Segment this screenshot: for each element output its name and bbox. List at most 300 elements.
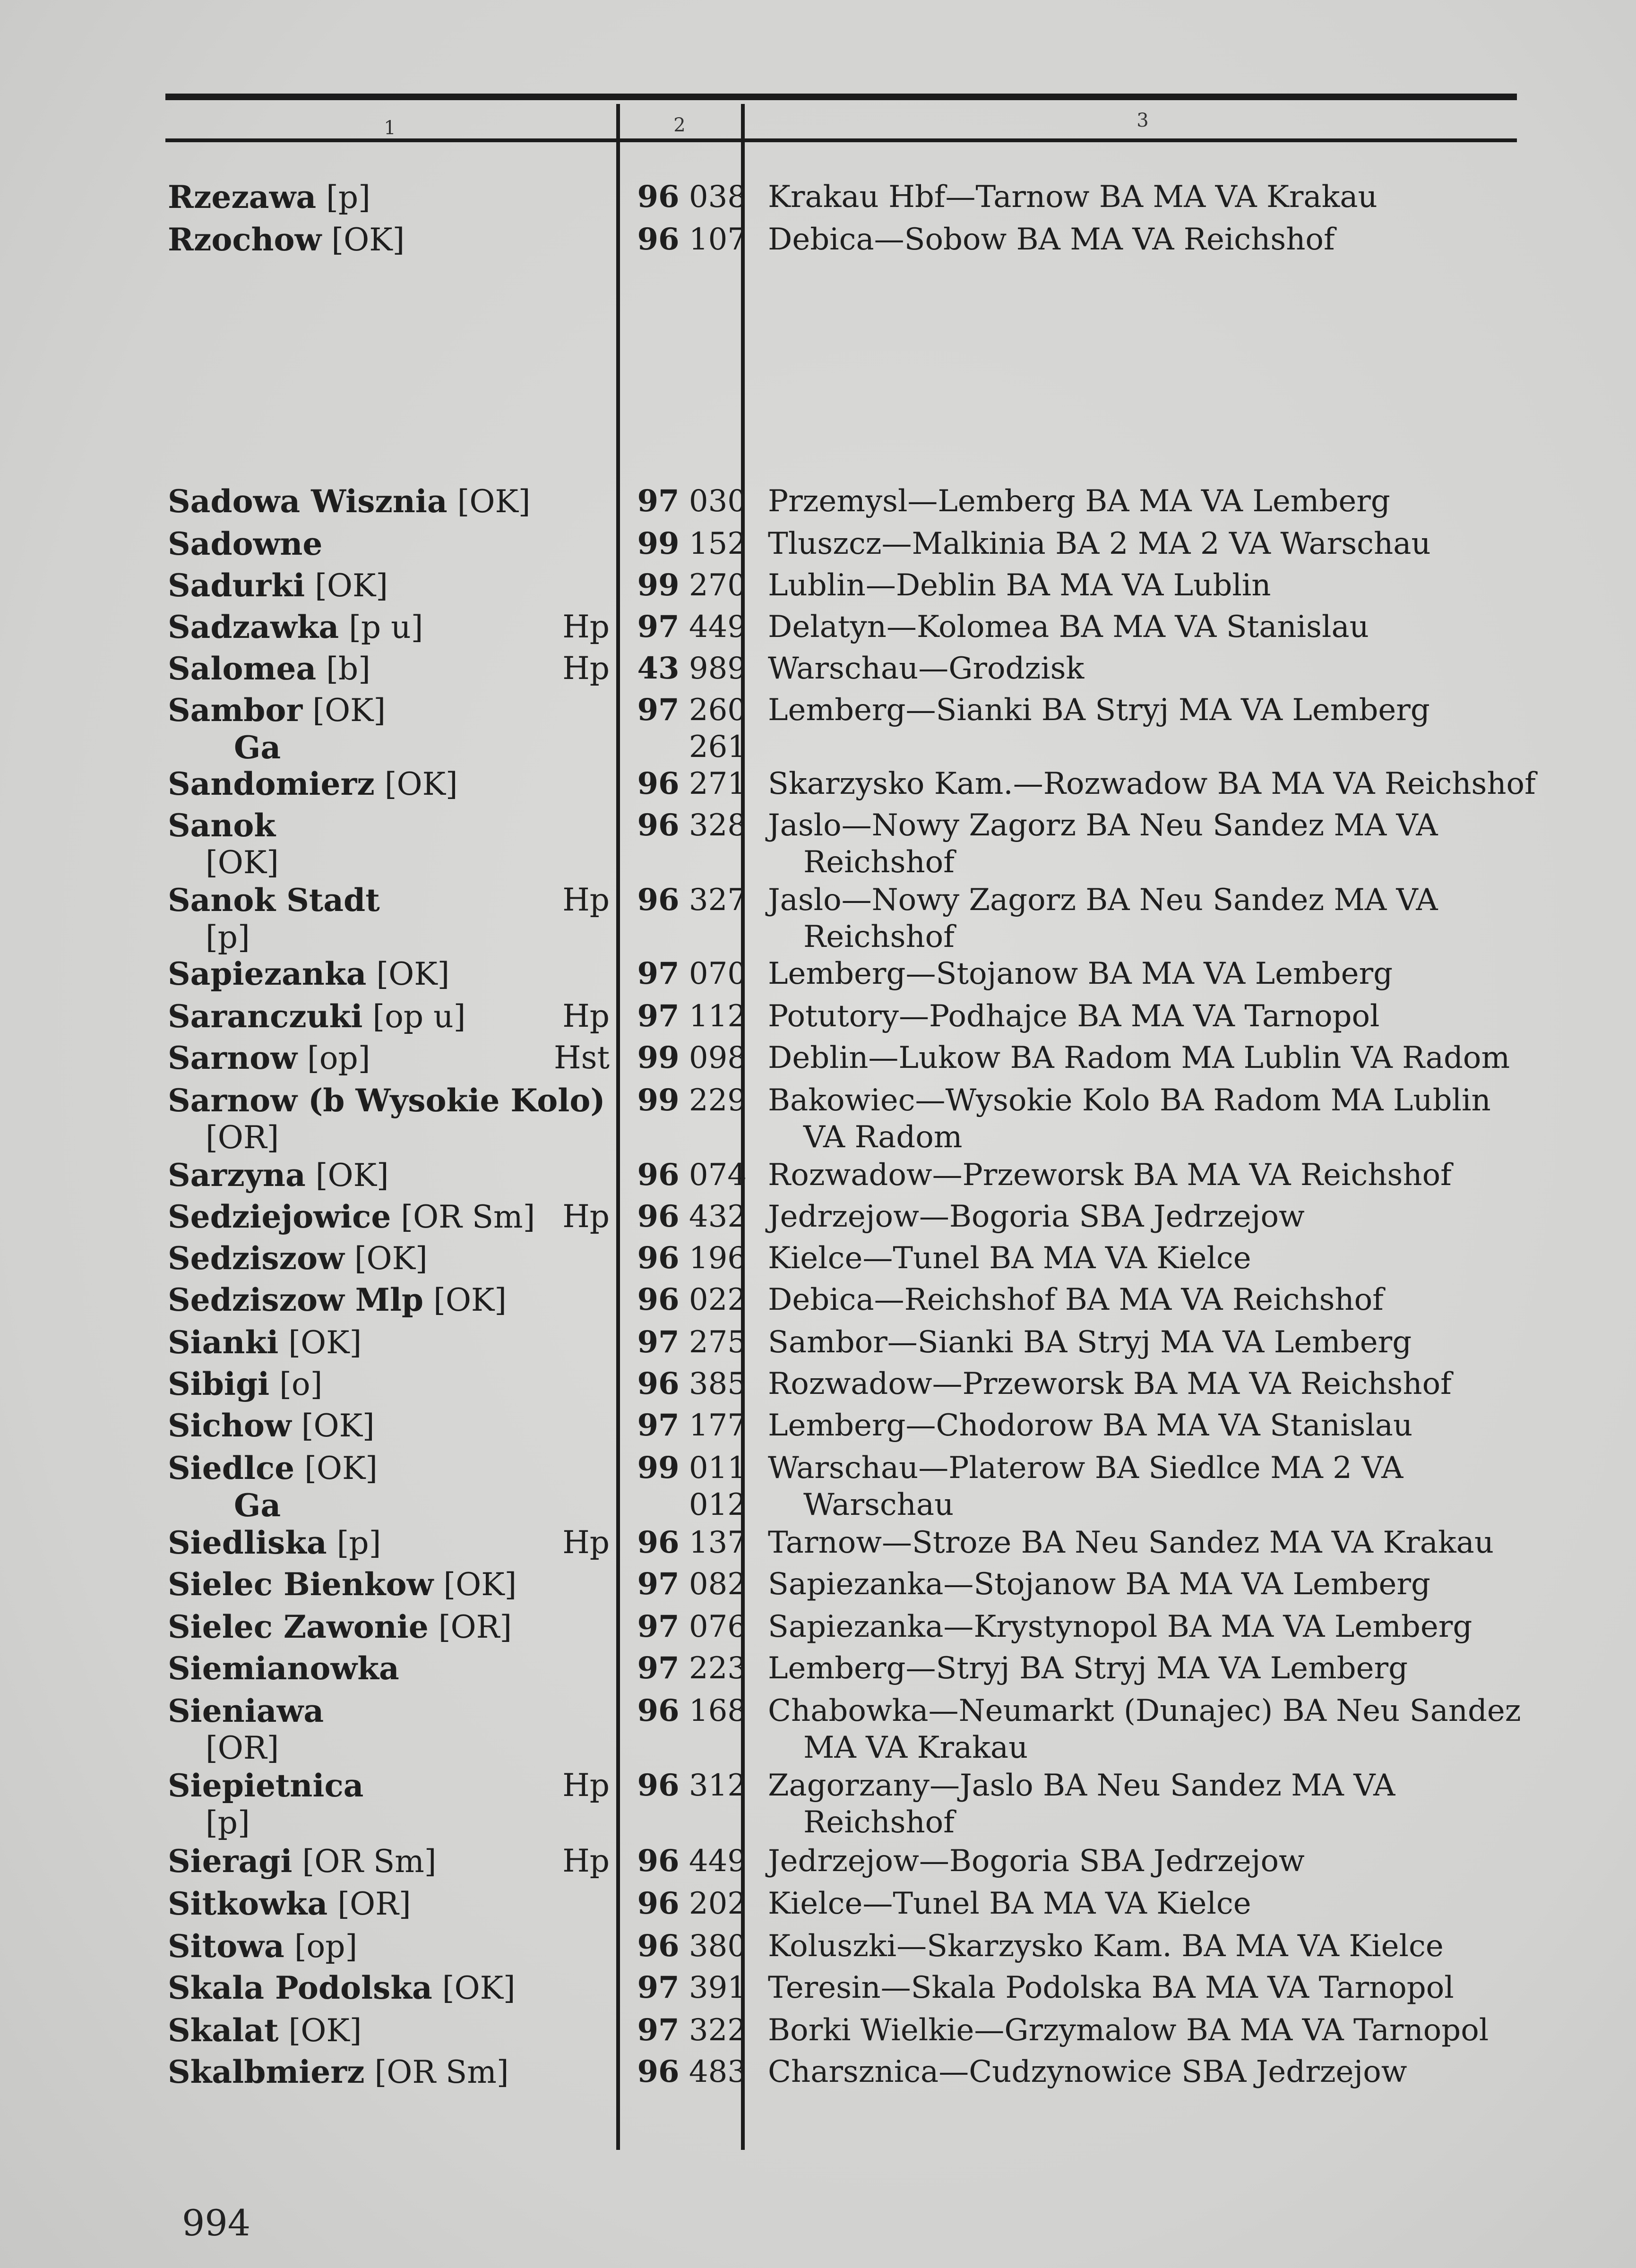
entry-row bbox=[0, 1767, 1636, 1847]
station-name-text: Sadowne bbox=[168, 525, 323, 562]
station-number bbox=[624, 221, 747, 258]
station-name-text: Rzezawa bbox=[168, 179, 317, 215]
station-number bbox=[624, 807, 747, 844]
station-number-suffix: 432 bbox=[689, 1199, 747, 1234]
station-number-prefix: 97 bbox=[637, 998, 680, 1034]
route-text: Zagorzany—Jaslo BA Neu Sandez MA VA bbox=[768, 1768, 1395, 1803]
station-number bbox=[624, 525, 747, 562]
station-name-text: Skalbmierz bbox=[168, 2053, 365, 2090]
route-text: Bakowiec—Wysokie Kolo BA Radom MA Lublin bbox=[768, 1083, 1491, 1118]
entry-row bbox=[0, 765, 1636, 809]
route-text: Borki Wielkie—Grzymalow BA MA VA Tarnopol bbox=[768, 2013, 1489, 2048]
stop-type: Hp bbox=[562, 882, 610, 918]
station-name bbox=[168, 1928, 617, 1965]
station-number-prefix: 99 bbox=[637, 1450, 680, 1486]
station-subline: [p] bbox=[206, 1804, 250, 1841]
route-text: Koluszki—Skarzysko Kam. BA MA VA Kielce bbox=[768, 1929, 1444, 1964]
station-name bbox=[168, 1281, 617, 1319]
station-name bbox=[168, 807, 617, 881]
page-number: 994 bbox=[182, 2202, 251, 2244]
entry-row bbox=[0, 567, 1636, 610]
station-tag: [OK] bbox=[376, 956, 450, 992]
station-number-prefix: 96 bbox=[637, 1693, 680, 1728]
route-text: Przemysl—Lemberg BA MA VA Lemberg bbox=[768, 484, 1390, 519]
station-number-prefix: 97 bbox=[637, 609, 680, 644]
entry-row bbox=[0, 525, 1636, 569]
station-number-prefix: 99 bbox=[637, 1082, 680, 1118]
route-info bbox=[768, 1281, 1538, 1318]
station-name-text: Sarzyna bbox=[168, 1157, 306, 1194]
station-name bbox=[168, 1969, 617, 2007]
entry-row bbox=[0, 483, 1636, 526]
route-text: Potutory—Podhajce BA MA VA Tarnopol bbox=[768, 999, 1380, 1034]
route-text: Teresin—Skala Podolska BA MA VA Tarnopol bbox=[768, 1970, 1454, 2005]
station-name-text: Sandomierz bbox=[168, 765, 375, 802]
station-number-suffix: 223 bbox=[689, 1651, 747, 1686]
route-info bbox=[768, 765, 1538, 802]
route-info bbox=[768, 1566, 1538, 1603]
station-name-text: Sibigi bbox=[168, 1366, 270, 1402]
station-number-suffix: 168 bbox=[689, 1693, 747, 1728]
station-number-suffix: 483 bbox=[689, 2054, 747, 2089]
route-info bbox=[768, 1692, 1538, 1766]
route-text: Jedrzejow—Bogoria SBA Jedrzejow bbox=[768, 1844, 1305, 1879]
entry-row bbox=[0, 1566, 1636, 1609]
route-text: Warschau—Grodzisk bbox=[768, 651, 1085, 686]
station-number bbox=[624, 998, 747, 1035]
station-number-suffix: 030 bbox=[689, 484, 747, 519]
station-number-prefix: 96 bbox=[637, 1928, 680, 1964]
stop-type: Hp bbox=[562, 1198, 610, 1235]
entry-row bbox=[0, 1198, 1636, 1242]
station-name bbox=[168, 525, 617, 563]
station-name-text: Sielec Bienkow bbox=[168, 1566, 434, 1603]
station-name-text: Sanok bbox=[168, 807, 276, 844]
station-tag: [OR] bbox=[438, 1609, 512, 1645]
station-number bbox=[624, 650, 747, 687]
station-subline: [OK] bbox=[206, 844, 279, 881]
station-number-prefix: 97 bbox=[637, 1324, 680, 1360]
station-number-prefix: 96 bbox=[637, 2054, 680, 2089]
route-text: Jaslo—Nowy Zagorz BA Neu Sandez MA VA bbox=[768, 883, 1438, 918]
entry-row bbox=[0, 1366, 1636, 1409]
station-number bbox=[624, 483, 747, 520]
route-text-continued: Reichshof bbox=[803, 1805, 955, 1840]
entry-row bbox=[0, 1450, 1636, 1530]
entry-row bbox=[0, 882, 1636, 962]
route-info bbox=[768, 1767, 1538, 1841]
route-info bbox=[768, 1928, 1538, 1965]
route-info bbox=[768, 955, 1538, 992]
station-number bbox=[624, 1366, 747, 1402]
station-number-prefix: 97 bbox=[637, 1566, 680, 1602]
station-number bbox=[624, 1240, 747, 1277]
route-info bbox=[768, 1407, 1538, 1444]
station-number-prefix: 99 bbox=[637, 526, 680, 561]
station-name-text: Sitowa bbox=[168, 1928, 284, 1965]
stop-type: Hp bbox=[562, 650, 610, 687]
entry-row bbox=[0, 1928, 1636, 1971]
route-text: Debica—Sobow BA MA VA Reichshof bbox=[768, 222, 1335, 257]
route-text: Lublin—Deblin BA MA VA Lublin bbox=[768, 568, 1271, 603]
station-name bbox=[168, 1407, 617, 1444]
station-number-suffix: 070 bbox=[689, 956, 747, 991]
station-tag: [OR Sm] bbox=[374, 2054, 509, 2090]
entry-row bbox=[0, 1040, 1636, 1083]
stop-type: Hp bbox=[562, 1767, 610, 1804]
station-name bbox=[168, 1366, 617, 1403]
route-text: Sapiezanka—Krystynopol BA MA VA Lemberg bbox=[768, 1609, 1472, 1644]
station-name-text: Sadzawka bbox=[168, 609, 339, 645]
station-number bbox=[624, 882, 747, 919]
station-number bbox=[624, 609, 747, 645]
station-number-suffix: 112 bbox=[689, 999, 747, 1034]
station-name-text: Skalat bbox=[168, 2012, 279, 2049]
station-number bbox=[624, 1281, 747, 1318]
station-number-suffix: 327 bbox=[689, 883, 747, 918]
station-number-prefix: 96 bbox=[637, 1199, 680, 1234]
station-number-suffix: 391 bbox=[689, 1970, 747, 2005]
station-name bbox=[168, 1240, 617, 1277]
route-text: Charsznica—Cudzynowice SBA Jedrzejow bbox=[768, 2054, 1407, 2089]
station-number-prefix: 97 bbox=[637, 483, 680, 519]
entry-row bbox=[0, 1407, 1636, 1451]
entry-row bbox=[0, 692, 1636, 772]
station-number-suffix: 076 bbox=[689, 1609, 747, 1644]
route-text-continued: Reichshof bbox=[803, 919, 955, 954]
station-tag: [OK] bbox=[442, 1970, 516, 2006]
route-text: Kielce—Tunel BA MA VA Kielce bbox=[768, 1241, 1251, 1276]
station-number-prefix: 97 bbox=[637, 692, 680, 728]
route-info bbox=[768, 1157, 1538, 1194]
route-text: Rozwadow—Przeworsk BA MA VA Reichshof bbox=[768, 1366, 1452, 1401]
station-number bbox=[624, 1843, 747, 1880]
route-info bbox=[768, 1885, 1538, 1922]
station-number-suffix: 449 bbox=[689, 610, 747, 644]
route-info bbox=[768, 609, 1538, 645]
station-number-prefix: 97 bbox=[637, 1609, 680, 1644]
station-name bbox=[168, 567, 617, 604]
station-number-prefix: 96 bbox=[637, 1886, 680, 1921]
header-top-rule bbox=[165, 94, 1517, 100]
station-number-prefix: 97 bbox=[637, 1650, 680, 1686]
station-name-text: Sieniawa bbox=[168, 1692, 324, 1729]
station-tag: [p] bbox=[336, 1525, 381, 1561]
station-number bbox=[624, 1692, 747, 1729]
station-tag: [p] bbox=[326, 179, 370, 215]
station-number-prefix: 96 bbox=[637, 1240, 680, 1276]
route-info bbox=[768, 525, 1538, 562]
stop-type: Hp bbox=[562, 998, 610, 1034]
entry-row bbox=[0, 609, 1636, 652]
station-number-suffix: 038 bbox=[689, 180, 747, 215]
route-text: Delatyn—Kolomea BA MA VA Stanislau bbox=[768, 610, 1369, 644]
route-info bbox=[768, 807, 1538, 881]
station-number-suffix: 328 bbox=[689, 808, 747, 843]
route-info bbox=[768, 1843, 1538, 1880]
station-name bbox=[168, 1885, 617, 1923]
station-name-text: Sedziszow Mlp bbox=[168, 1281, 424, 1318]
entry-row bbox=[0, 1969, 1636, 2013]
route-info bbox=[768, 1240, 1538, 1277]
station-name-text: Rzochow bbox=[168, 221, 322, 258]
station-name-text: Sanok Stadt bbox=[168, 882, 380, 919]
station-number-suffix: 312 bbox=[689, 1768, 747, 1803]
station-tag: [o] bbox=[279, 1366, 323, 1402]
station-subline: Ga bbox=[234, 729, 281, 766]
station-number-prefix: 96 bbox=[637, 1282, 680, 1317]
station-tag: [OK] bbox=[433, 1282, 507, 1318]
route-info bbox=[768, 221, 1538, 258]
station-tag: [OK] bbox=[457, 483, 531, 520]
route-text: Rozwadow—Przeworsk BA MA VA Reichshof bbox=[768, 1158, 1452, 1193]
station-name-text: Siedlce bbox=[168, 1450, 295, 1486]
station-name-text: Sambor bbox=[168, 692, 303, 729]
route-text-continued: MA VA Krakau bbox=[803, 1730, 1028, 1765]
station-number-suffix: 022 bbox=[689, 1282, 747, 1317]
station-name bbox=[168, 955, 617, 993]
entry-row bbox=[0, 955, 1636, 999]
route-info bbox=[768, 2053, 1538, 2090]
station-name-text: Sadowa Wisznia bbox=[168, 483, 448, 520]
route-info bbox=[768, 567, 1538, 604]
station-number-prefix: 96 bbox=[637, 1843, 680, 1879]
station-number-prefix: 96 bbox=[637, 1768, 680, 1803]
station-name-text: Siemianowka bbox=[168, 1650, 399, 1687]
station-number-prefix: 97 bbox=[637, 956, 680, 991]
route-info bbox=[768, 1450, 1538, 1523]
stop-type: Hp bbox=[562, 609, 610, 645]
station-tag: [OK] bbox=[315, 1157, 389, 1194]
station-name bbox=[168, 1650, 617, 1687]
station-number-prefix: 97 bbox=[637, 1408, 680, 1443]
station-name bbox=[168, 1157, 617, 1194]
station-subline: [OR] bbox=[206, 1119, 279, 1156]
station-tag: [OK] bbox=[312, 692, 386, 729]
route-info bbox=[768, 179, 1538, 215]
route-text: Kielce—Tunel BA MA VA Kielce bbox=[768, 1886, 1251, 1921]
station-tag: [OR] bbox=[337, 1886, 411, 1922]
station-number bbox=[624, 1040, 747, 1076]
station-name-text: Sedziejowice bbox=[168, 1198, 391, 1235]
station-number bbox=[624, 1450, 747, 1523]
route-info bbox=[768, 2012, 1538, 2049]
route-text: Jedrzejow—Bogoria SBA Jedrzejow bbox=[768, 1199, 1305, 1234]
station-number bbox=[624, 955, 747, 992]
route-text: Krakau Hbf—Tarnow BA MA VA Krakau bbox=[768, 180, 1378, 215]
station-name bbox=[168, 2053, 617, 2091]
station-name bbox=[168, 1082, 617, 1156]
station-number bbox=[624, 1566, 747, 1603]
route-text: Chabowka—Neumarkt (Dunajec) BA Neu Sandez bbox=[768, 1693, 1521, 1728]
entry-row bbox=[0, 1324, 1636, 1367]
route-text: Tarnow—Stroze BA Neu Sandez MA VA Krakau bbox=[768, 1525, 1494, 1560]
station-number-suffix: 271 bbox=[689, 766, 747, 801]
station-name-text: Sadurki bbox=[168, 567, 305, 604]
station-tag: [op] bbox=[307, 1040, 370, 1076]
station-name-text: Sitkowka bbox=[168, 1885, 328, 1922]
route-info bbox=[768, 882, 1538, 955]
route-text: Jaslo—Nowy Zagorz BA Neu Sandez MA VA bbox=[768, 808, 1438, 843]
entry-row bbox=[0, 650, 1636, 694]
station-number bbox=[624, 1524, 747, 1561]
station-number bbox=[624, 692, 747, 765]
station-number-prefix: 96 bbox=[637, 766, 680, 801]
station-number bbox=[624, 1969, 747, 2006]
station-number bbox=[624, 1608, 747, 1645]
entry-row bbox=[0, 1082, 1636, 1162]
station-number-prefix: 43 bbox=[637, 651, 680, 686]
station-number-prefix: 96 bbox=[637, 222, 680, 257]
station-tag: [OK] bbox=[315, 567, 388, 604]
station-tag: [OK] bbox=[331, 222, 405, 258]
station-name-text: Siepietnica bbox=[168, 1767, 364, 1804]
station-number-alt: 012 bbox=[689, 1487, 747, 1522]
station-number-alt: 261 bbox=[689, 730, 747, 765]
route-text-continued: Warschau bbox=[803, 1487, 954, 1522]
station-name-text: Saranczuki bbox=[168, 998, 363, 1035]
station-name-text: Siedliska bbox=[168, 1524, 327, 1561]
station-name bbox=[168, 1608, 617, 1646]
route-info bbox=[768, 1969, 1538, 2006]
station-number-suffix: 449 bbox=[689, 1844, 747, 1879]
station-number-prefix: 96 bbox=[637, 882, 680, 918]
station-number bbox=[624, 1324, 747, 1361]
station-name bbox=[168, 2012, 617, 2049]
station-name-text: Sieragi bbox=[168, 1843, 293, 1880]
station-tag: [OK] bbox=[288, 1324, 362, 1361]
station-name bbox=[168, 692, 617, 766]
station-number-prefix: 96 bbox=[637, 1366, 680, 1401]
station-tag: [OK] bbox=[288, 2012, 362, 2049]
station-tag: [OK] bbox=[384, 766, 458, 802]
station-number-suffix: 074 bbox=[689, 1158, 747, 1193]
station-tag: [OK] bbox=[301, 1408, 375, 1444]
station-number-suffix: 196 bbox=[689, 1241, 747, 1276]
route-info bbox=[768, 483, 1538, 520]
station-number bbox=[624, 2053, 747, 2090]
station-number-suffix: 260 bbox=[689, 693, 747, 728]
station-number-prefix: 97 bbox=[637, 2012, 680, 2048]
route-text: Skarzysko Kam.—Rozwadow BA MA VA Reichshof bbox=[768, 766, 1536, 801]
station-number bbox=[624, 1767, 747, 1804]
route-text: Sapiezanka—Stojanow BA MA VA Lemberg bbox=[768, 1567, 1430, 1602]
route-text: Warschau—Platerow BA Siedlce MA 2 VA bbox=[768, 1451, 1404, 1486]
station-number bbox=[624, 1650, 747, 1687]
station-name-text: Sarnow bbox=[168, 1040, 298, 1076]
station-name-text: Sielec Zawonie bbox=[168, 1608, 429, 1645]
station-name-text: Salomea bbox=[168, 650, 317, 687]
station-number-prefix: 99 bbox=[637, 1040, 680, 1075]
entry-row bbox=[0, 179, 1636, 222]
header-bottom-rule bbox=[165, 138, 1517, 142]
station-tag: [b] bbox=[326, 651, 370, 687]
station-number-suffix: 152 bbox=[689, 526, 747, 561]
station-number bbox=[624, 1157, 747, 1194]
station-name-text: Skala Podolska bbox=[168, 1969, 432, 2006]
entry-row bbox=[0, 2053, 1636, 2097]
column-header-3: 3 bbox=[1137, 110, 1149, 131]
entry-row bbox=[0, 1524, 1636, 1568]
station-tag: [OK] bbox=[354, 1240, 428, 1277]
station-number bbox=[624, 567, 747, 604]
route-info bbox=[768, 998, 1538, 1035]
station-number-suffix: 202 bbox=[689, 1886, 747, 1921]
station-name-text: Sichow bbox=[168, 1407, 292, 1444]
station-name bbox=[168, 765, 617, 803]
station-number-prefix: 96 bbox=[637, 808, 680, 843]
station-number-suffix: 011 bbox=[689, 1451, 747, 1486]
station-name-text: Sianki bbox=[168, 1324, 279, 1361]
station-tag: [OK] bbox=[304, 1450, 378, 1486]
station-number-suffix: 107 bbox=[689, 222, 747, 257]
station-number-suffix: 137 bbox=[689, 1525, 747, 1560]
station-name-text: Sapiezanka bbox=[168, 955, 367, 992]
station-number-suffix: 380 bbox=[689, 1929, 747, 1964]
route-info bbox=[768, 1650, 1538, 1687]
entry-row bbox=[0, 1281, 1636, 1325]
entry-row bbox=[0, 221, 1636, 265]
entry-row bbox=[0, 1885, 1636, 1929]
route-text: Lemberg—Sianki BA Stryj MA VA Lemberg bbox=[768, 693, 1430, 728]
station-number-suffix: 322 bbox=[689, 2013, 747, 2048]
station-name bbox=[168, 1566, 617, 1603]
route-info bbox=[768, 650, 1538, 687]
station-number bbox=[624, 765, 747, 802]
station-number bbox=[624, 179, 747, 215]
station-tag: [op u] bbox=[372, 998, 466, 1035]
station-number bbox=[624, 1407, 747, 1444]
route-text: Lemberg—Stryj BA Stryj MA VA Lemberg bbox=[768, 1651, 1408, 1686]
station-number-prefix: 96 bbox=[637, 179, 680, 215]
station-subline: [OR] bbox=[206, 1730, 279, 1766]
route-text-continued: Reichshof bbox=[803, 845, 955, 880]
entry-row bbox=[0, 998, 1636, 1041]
station-number-suffix: 177 bbox=[689, 1408, 747, 1443]
station-number-prefix: 96 bbox=[637, 1157, 680, 1193]
station-number bbox=[624, 1082, 747, 1119]
station-number-suffix: 385 bbox=[689, 1366, 747, 1401]
route-info bbox=[768, 1198, 1538, 1235]
route-text: Tluszcz—Malkinia BA 2 MA 2 VA Warschau bbox=[768, 526, 1431, 561]
station-number bbox=[624, 1928, 747, 1965]
route-info bbox=[768, 1366, 1538, 1402]
station-number-suffix: 098 bbox=[689, 1040, 747, 1075]
station-number bbox=[624, 2012, 747, 2049]
entry-row bbox=[0, 1650, 1636, 1693]
station-name bbox=[168, 221, 617, 258]
route-text: Deblin—Lukow BA Radom MA Lublin VA Radom bbox=[768, 1040, 1510, 1075]
route-info bbox=[768, 1524, 1538, 1561]
entry-row bbox=[0, 1692, 1636, 1773]
entry-row bbox=[0, 1157, 1636, 1200]
station-name bbox=[168, 179, 617, 216]
station-name bbox=[168, 483, 617, 520]
station-name-text: Sedziszow bbox=[168, 1240, 344, 1277]
station-subline: [p] bbox=[206, 919, 250, 955]
station-number bbox=[624, 1885, 747, 1922]
station-number-suffix: 275 bbox=[689, 1325, 747, 1360]
station-number-suffix: 082 bbox=[689, 1567, 747, 1602]
route-text-continued: VA Radom bbox=[803, 1120, 963, 1155]
entry-row bbox=[0, 1240, 1636, 1283]
station-name bbox=[168, 1692, 617, 1767]
entry-row bbox=[0, 1843, 1636, 1886]
column-header-2: 2 bbox=[673, 114, 686, 136]
station-name-text: Sarnow (b Wysokie Kolo) bbox=[168, 1082, 605, 1119]
route-text: Lemberg—Chodorow BA MA VA Stanislau bbox=[768, 1408, 1413, 1443]
station-name bbox=[168, 1450, 617, 1524]
